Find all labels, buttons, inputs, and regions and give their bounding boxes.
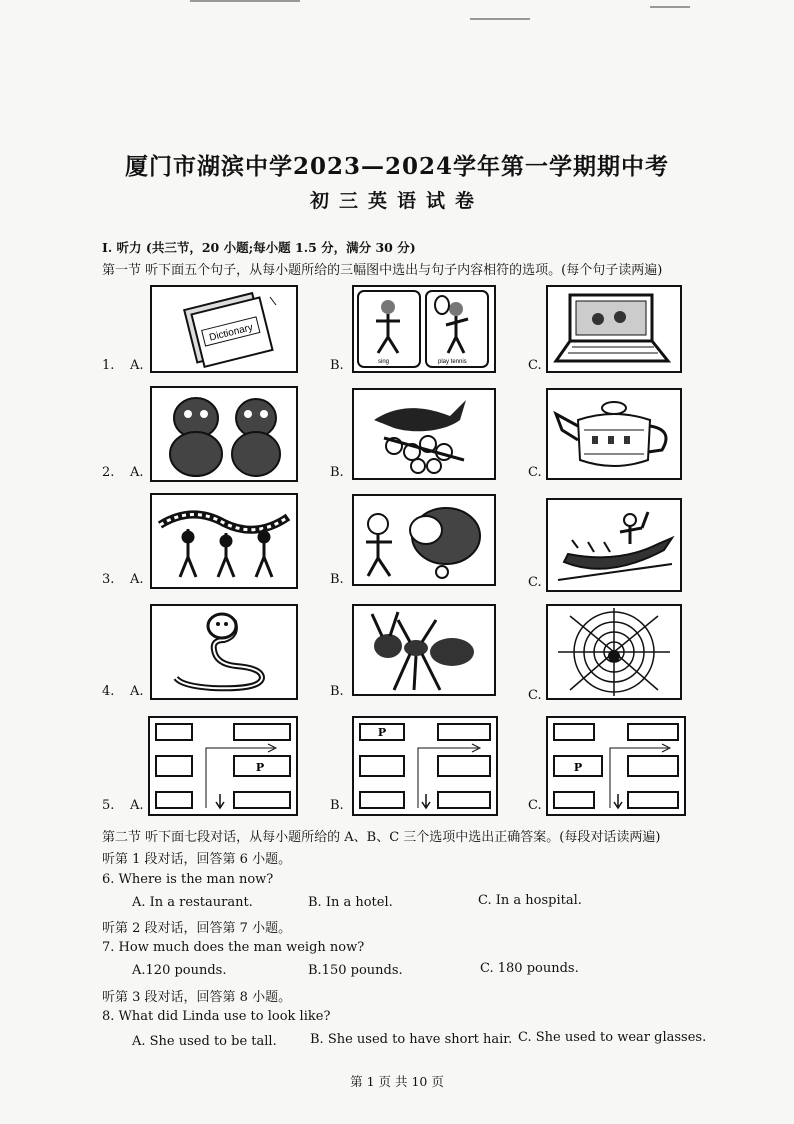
option-c-label: C. [528,688,542,703]
dragon-boat-picture[interactable] [546,498,682,592]
answer-option-b[interactable]: B. She used to have short hair. [310,1032,513,1047]
option-a-label: A. [130,572,144,587]
option-a-label: A. [130,684,144,699]
lion-dance-picture[interactable] [352,494,496,586]
answer-option-a[interactable]: A. In a restaurant. [132,895,253,910]
answer-option-c[interactable]: C. 180 pounds. [480,961,579,976]
question-text: 6. Where is the man now? [102,872,274,887]
map-a-picture[interactable] [148,716,298,816]
part1-heading: I. 听力 (共三节，20 小题;每小题 1.5 分，满分 30 分) [102,240,416,255]
answer-option-c[interactable]: C. She used to wear glasses. [518,1030,707,1045]
option-c-label: C. [528,798,542,813]
answer-option-c[interactable]: C. In a hospital. [478,893,582,908]
laptop-picture[interactable] [546,285,682,373]
teapot-picture[interactable] [546,388,682,480]
answer-option-a[interactable]: A.120 pounds. [132,963,227,978]
dictionary-picture[interactable] [150,285,298,373]
option-b-label: B. [330,798,344,813]
tennis-caption: play tennis [438,359,467,365]
exam-title: 厦门市湖滨中学2023—2024学年第一学期期中考 [124,153,670,180]
ant-picture[interactable] [352,604,496,696]
option-b-label: B. [330,358,344,373]
option-b-label: B. [330,684,344,699]
question-number: 1. [102,358,115,373]
snake-picture[interactable] [150,604,298,700]
section2-instruction: 第二节 听下面七段对话，从每小题所给的 A、B、C 三个选项中选出正确答案。(每段对话读两遍) [102,830,661,845]
question-number: 5. [102,798,115,813]
parking-label: P [573,761,583,774]
option-a-label: A. [130,358,144,373]
page-footer: 第 1 页 共 10 页 [350,1074,444,1089]
scan-artifact [650,6,690,8]
question-text: 8. What did Linda use to look like? [102,1009,331,1024]
parking-label: P [255,761,265,774]
map-c-picture[interactable] [546,716,686,816]
scan-artifact [190,0,300,2]
sing-tennis-picture[interactable] [352,285,496,373]
answer-option-b[interactable]: B.150 pounds. [308,963,403,978]
option-c-label: C. [528,575,542,590]
answer-option-a[interactable]: A. She used to be tall. [132,1034,277,1049]
dragon-dance-picture[interactable] [150,493,298,589]
dialog-intro: 听第 3 段对话，回答第 8 小题。 [102,990,292,1005]
option-b-label: B. [330,572,344,587]
section1-instruction: 第一节 听下面五个句子，从每小题所给的三幅图中选出与句子内容相符的选项。(每个句子读两遍) [102,263,663,278]
option-a-label: A. [130,465,144,480]
map-b-picture[interactable] [352,716,498,816]
dialog-intro: 听第 2 段对话，回答第 7 小题。 [102,921,292,936]
question-text: 7. How much does the man weigh now? [102,940,365,955]
spider-web-picture[interactable] [546,604,682,700]
sing-caption: sing [378,359,390,365]
scan-artifact [470,18,530,20]
parking-label: P [377,726,387,739]
question-number: 2. [102,465,115,480]
exam-subtitle: 初三英语试卷 [309,190,484,212]
option-b-label: B. [330,465,344,480]
paper-cut-bird-picture[interactable] [352,388,496,480]
option-c-label: C. [528,465,542,480]
option-a-label: A. [130,798,144,813]
question-number: 3. [102,572,115,587]
clay-figurines-picture[interactable] [150,386,298,482]
answer-option-b[interactable]: B. In a hotel. [308,895,393,910]
dictionary-text: Dictionary [208,322,255,344]
option-c-label: C. [528,358,542,373]
dialog-intro: 听第 1 段对话，回答第 6 小题。 [102,852,292,867]
question-number: 4. [102,684,115,699]
